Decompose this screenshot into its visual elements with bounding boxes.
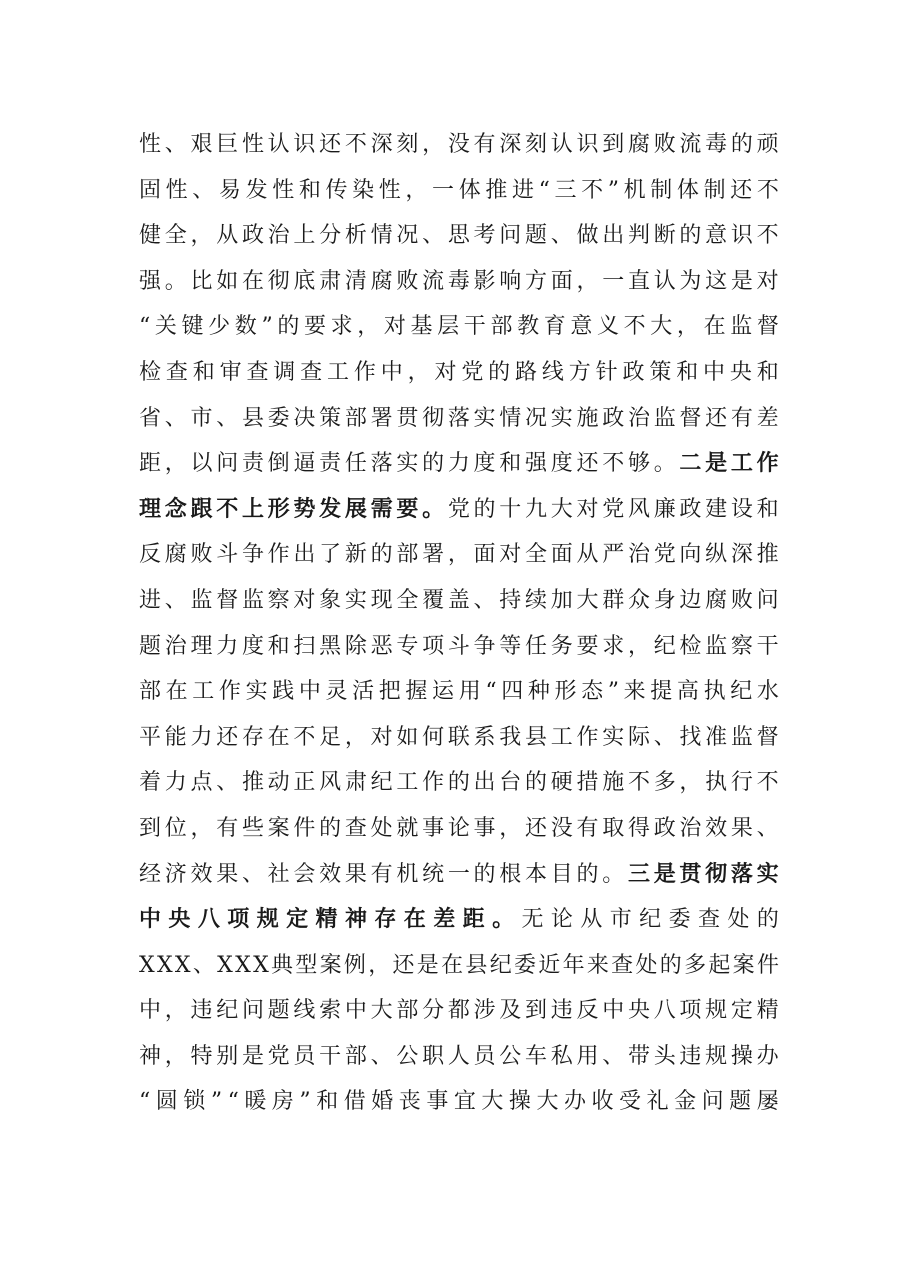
text-line: 到 位 ， 有 些 案 件 的 查 处 就 事 论 事 ， 还 没 有 取 得 政 治 效 果 、 xyxy=(139,815,779,841)
bold-heading-segment: 势 xyxy=(293,496,316,522)
line-segment: 。 xyxy=(602,861,625,887)
line-segment: 纪 xyxy=(639,907,662,933)
line-segment: 问 xyxy=(216,451,239,477)
line-segment: 经 xyxy=(139,861,162,887)
bold-heading-segment: 差 xyxy=(433,907,456,933)
bold-heading-segment: 。 xyxy=(492,907,515,933)
line-segment: 处 xyxy=(727,907,750,933)
bold-heading-segment: 工 xyxy=(730,451,753,477)
line-segment: 查 xyxy=(698,907,721,933)
line-segment: 任 xyxy=(344,451,367,477)
line-segment: 九 xyxy=(525,496,548,522)
line-segment: 统 xyxy=(422,861,445,887)
line-segment: 机 xyxy=(396,861,419,887)
line-segment: 和 xyxy=(756,496,779,522)
line-segment: 大 xyxy=(550,496,573,522)
bold-heading-segment: 上 xyxy=(241,496,264,522)
bold-heading-segment: 精 xyxy=(315,907,338,933)
bold-heading-segment: 要 xyxy=(396,496,419,522)
text-line: 健 全 ， 从 政 治 上 分 析 情 况 、 思 考 问 题 、 做 出 判 断 的 意 识 不 xyxy=(139,223,779,249)
line-segment: 、 xyxy=(241,861,264,887)
text-line: “ 关 键 少 数 ” 的 要 求 ， 对 基 层 干 部 教 育 意 义 不 大 ， 在 监 督 xyxy=(139,314,779,340)
line-segment: 从 xyxy=(580,907,603,933)
text-line: 着 力 点 、 推 动 正 风 肃 纪 工 作 的 出 台 的 硬 措 施 不 多 ， 执 行 不 xyxy=(139,770,779,796)
line-segment: 十 xyxy=(499,496,522,522)
bold-heading-segment: 中 xyxy=(139,907,162,933)
bold-heading-segment: 三 xyxy=(627,861,650,887)
text-line: 神 ， 特 别 是 党 员 干 部 、 公 职 人 员 公 车 私 用 、 带 头 违 规 操 办 xyxy=(139,1043,779,1069)
text-line: 固 性 、 易 发 性 和 传 染 性 ， 一 体 推 进 “ 三 不 ” 机 制 体 制 还 不 xyxy=(139,177,779,203)
line-segment: 一 xyxy=(447,861,470,887)
line-segment: 距 xyxy=(139,451,162,477)
bold-heading-segment: 八 xyxy=(197,907,220,933)
line-segment: 力 xyxy=(447,451,470,477)
bold-heading-segment: 念 xyxy=(164,496,187,522)
line-segment: 政 xyxy=(679,496,702,522)
text-line: 中 ， 违 纪 问 题 线 索 中 大 部 分 都 涉 及 到 违 反 中 央 八 项 规 定 精 xyxy=(139,998,779,1024)
text-line: X X X 、 X X X 典 型 案 例 ， 还 是 在 县 纪 委 近 年 来 查 处 的 多 起 案 件 xyxy=(139,952,779,978)
line-segment: 的 xyxy=(473,861,496,887)
text-line xyxy=(139,441,779,487)
line-segment: 委 xyxy=(668,907,691,933)
line-segment: 本 xyxy=(525,861,548,887)
line-segment: 不 xyxy=(602,451,625,477)
text-line: 题 治 理 力 度 和 扫 黑 除 恶 专 项 斗 争 等 任 务 要 求 ， 纪 检 监 察 干 xyxy=(139,633,779,659)
line-segment: 责 xyxy=(319,451,342,477)
bold-heading-segment: 。 xyxy=(422,496,445,522)
line-segment: 。 xyxy=(653,451,676,477)
line-segment: 论 xyxy=(550,907,573,933)
bold-heading-segment: 实 xyxy=(756,861,779,887)
line-segment: 无 xyxy=(521,907,544,933)
line-segment: 根 xyxy=(499,861,522,887)
line-segment: 和 xyxy=(499,451,522,477)
text-line: 检 查 和 审 查 调 查 工 作 中 ， 对 党 的 路 线 方 针 政 策 和 中 央 和 xyxy=(139,359,779,385)
line-segment: 的 xyxy=(473,496,496,522)
bold-heading-segment: 理 xyxy=(139,496,162,522)
bold-heading-segment: 项 xyxy=(227,907,250,933)
bold-heading-segment: 落 xyxy=(730,861,753,887)
bold-heading-segment: 是 xyxy=(653,861,676,887)
bold-heading-segment: 形 xyxy=(267,496,290,522)
text-line: 部 在 工 作 实 践 中 灵 活 把 握 运 用 “ 四 种 形 态 ” 来 提 高 执 纪 水 xyxy=(139,679,779,705)
line-segment: 济 xyxy=(164,861,187,887)
bold-heading-segment: 展 xyxy=(344,496,367,522)
line-segment: 的 xyxy=(756,907,779,933)
bold-heading-segment: 规 xyxy=(256,907,279,933)
line-segment: 还 xyxy=(576,451,599,477)
line-segment: 对 xyxy=(576,496,599,522)
line-segment: ， xyxy=(164,451,187,477)
text-line: 省 、 市 、 县 委 决 策 部 署 贯 彻 落 实 情 况 实 施 政 治 监 督 还 有 差 xyxy=(139,405,779,431)
line-segment: 设 xyxy=(730,496,753,522)
line-segment: 党 xyxy=(447,496,470,522)
line-segment: 责 xyxy=(241,451,264,477)
line-segment: 的 xyxy=(422,451,445,477)
bold-heading-segment: 发 xyxy=(319,496,342,522)
text-line: 平 能 力 还 存 在 不 足 ， 对 如 何 联 系 我 县 工 作 实 际 、 找 准 监 督 xyxy=(139,724,779,750)
text-line xyxy=(139,897,779,943)
bold-heading-segment: 在 xyxy=(403,907,426,933)
line-segment: 建 xyxy=(705,496,728,522)
line-segment: 度 xyxy=(550,451,573,477)
text-line: 进 、 监 督 监 察 对 象 实 现 全 覆 盖 、 持 续 加 大 群 众 身 边 腐 败 问 xyxy=(139,587,779,613)
line-segment: 党 xyxy=(602,496,625,522)
line-segment: 廉 xyxy=(653,496,676,522)
bold-heading-segment: 作 xyxy=(756,451,779,477)
text-line: “ 圆 锁 ” “ 暖 房 ” 和 借 婚 丧 事 宜 大 操 大 办 收 受 礼 金 问 题 屡 xyxy=(139,1089,779,1115)
bold-heading-segment: 二 xyxy=(679,451,702,477)
line-segment: 的 xyxy=(576,861,599,887)
line-segment: 会 xyxy=(293,861,316,887)
text-line: 强 。 比 如 在 彻 底 肃 清 腐 败 流 毒 影 响 方 面 ， 一 直 认 为 这 是 对 xyxy=(139,268,779,294)
line-segment: 目 xyxy=(550,861,573,887)
bold-heading-segment: 不 xyxy=(216,496,239,522)
line-segment: 有 xyxy=(370,861,393,887)
text-line: 性 、 艰 巨 性 认 识 还 不 深 刻 ， 没 有 深 刻 认 识 到 腐 败 流 毒 的 顽 xyxy=(139,132,779,157)
body-text xyxy=(139,122,779,1125)
bold-heading-segment: 存 xyxy=(374,907,397,933)
bold-heading-segment: 距 xyxy=(462,907,485,933)
bold-heading-segment: 彻 xyxy=(705,861,728,887)
line-segment: 效 xyxy=(319,861,342,887)
line-segment: 实 xyxy=(396,451,419,477)
line-segment: 够 xyxy=(627,451,650,477)
bold-heading-segment: 需 xyxy=(370,496,393,522)
line-segment: 风 xyxy=(627,496,650,522)
line-segment: 强 xyxy=(525,451,548,477)
text-line: 反 腐 败 斗 争 作 出 了 新 的 部 署 ， 面 对 全 面 从 严 治 党 向 纵 深 推 xyxy=(139,542,779,568)
line-segment: 效 xyxy=(190,861,213,887)
bold-heading-segment: 神 xyxy=(344,907,367,933)
bold-heading-segment: 跟 xyxy=(190,496,213,522)
line-segment: 社 xyxy=(267,861,290,887)
line-segment: 度 xyxy=(473,451,496,477)
line-segment: 倒 xyxy=(267,451,290,477)
line-segment: 落 xyxy=(370,451,393,477)
bold-heading-segment: 定 xyxy=(286,907,309,933)
line-segment: 果 xyxy=(344,861,367,887)
bold-heading-segment: 贯 xyxy=(679,861,702,887)
line-segment: 市 xyxy=(609,907,632,933)
line-segment: 果 xyxy=(216,861,239,887)
bold-heading-segment: 央 xyxy=(168,907,191,933)
text-line xyxy=(139,852,779,898)
line-segment: 逼 xyxy=(293,451,316,477)
line-segment: 以 xyxy=(190,451,213,477)
bold-heading-segment: 是 xyxy=(705,451,728,477)
text-line xyxy=(139,487,779,533)
